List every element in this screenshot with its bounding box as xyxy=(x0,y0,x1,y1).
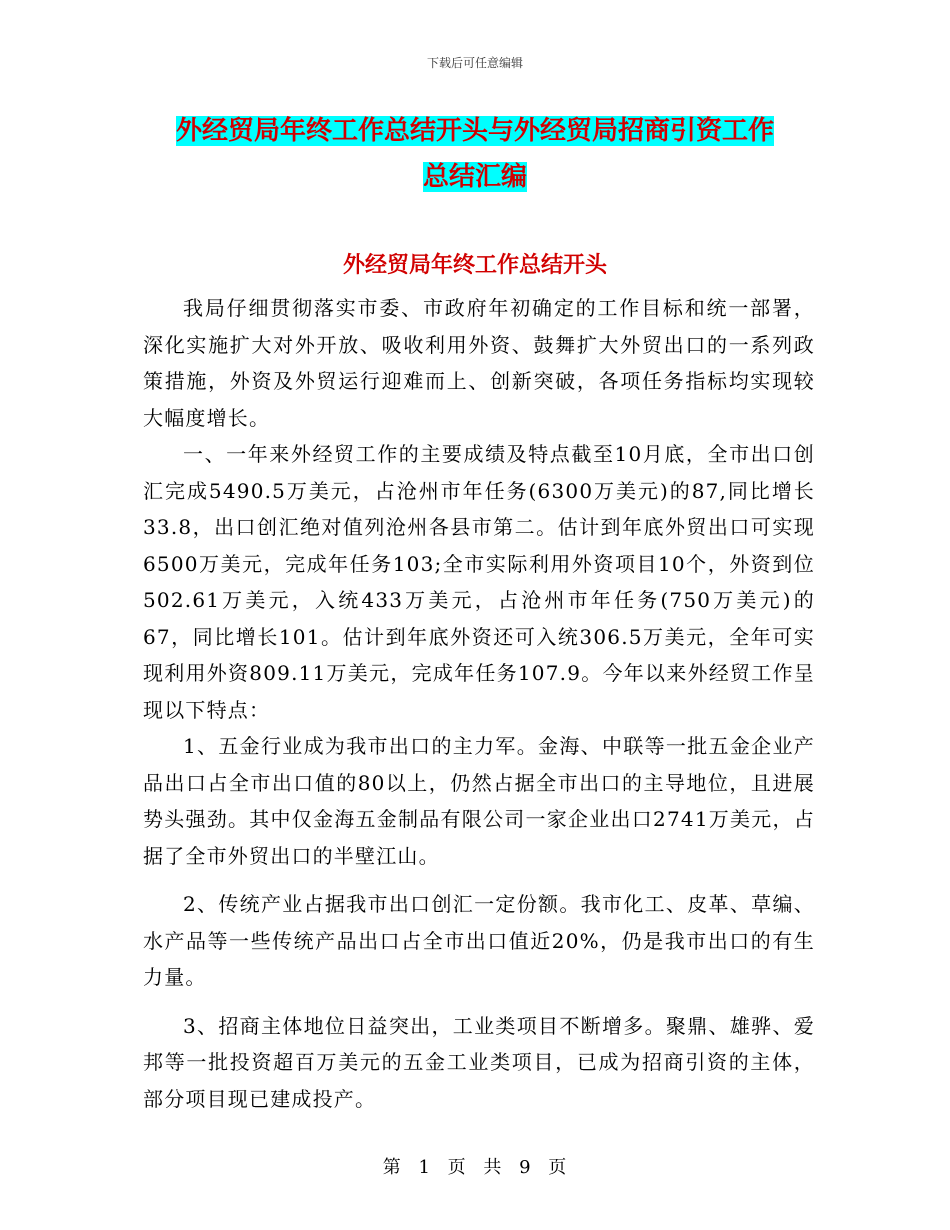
page-footer xyxy=(0,1153,950,1179)
paragraph-intro: 我局仔细贯彻落实市委、市政府年初确定的工作目标和统一部署，深化实施扩大对外开放、吸收利用外资、鼓舞扩大外贸出口的一系列政策措施，外资及外贸运行迎难而上、创新突破，各项任务指标均实现较大幅度增长。 xyxy=(143,296,815,430)
paragraph-achievements: 一、一年来外经贸工作的主要成绩及特点截至10月底，全市出口创汇完成5490.5万美元，占沧州市年任务(6300万美元)的87,同比增长33.8，出口创汇绝对值列沧州各县市第二。估计到年底外贸出口可实现6500万美元，完成年任务103;全市实际利用外资项目10个，外资到位502.61万美元，入统433万美元，占沧州市年任务(750万美元)的67，同比增长101。估计到年底外资还可入统306.5万美元，全年可实现利用外资809.11万美元，完成年任务107.9。今年以来外经贸工作呈现以下特点： xyxy=(143,442,815,722)
paragraph-point-3: 3、招商主体地位日益突出，工业类项目不断增多。聚鼎、雄骅、爱邦等一批投资超百万美元的五金工业类项目，已成为招商引资的主体，部分项目现已建成投产。 xyxy=(143,1013,815,1111)
footer-page-number: 1 xyxy=(418,1157,431,1178)
document-title-line1: 外经贸局年终工作总结开头与外经贸局招商引资工作 xyxy=(175,116,774,146)
document-body xyxy=(143,290,815,1117)
document-title xyxy=(0,108,950,200)
footer-total-number: 9 xyxy=(519,1157,532,1178)
footer-total-unit: 页 xyxy=(548,1157,568,1178)
footer-total-word: 共 xyxy=(483,1157,503,1178)
paragraph-point-2: 2、传统产业占据我市出口创汇一定份额。我市化工、皮革、草编、水产品等一些传统产品出口占全市出口值近20%，仍是我市出口的有生力量。 xyxy=(143,892,815,989)
paragraph-point-1: 1、五金行业成为我市出口的主力军。金海、中联等一批五金企业产品出口占全市出口值的80以上，仍然占据全市出口的主导地位，且进展势头强劲。其中仅金海五金制品有限公司一家企业出口2741万美元，占据了全市外贸出口的半壁江山。 xyxy=(143,734,815,868)
footer-page-word: 第 xyxy=(382,1157,402,1178)
document-title-line2: 总结汇编 xyxy=(422,162,527,192)
section-title: 外经贸局年终工作总结开头 xyxy=(342,253,607,278)
header-note: 下载后可任意编辑 xyxy=(426,56,523,70)
footer-page-unit: 页 xyxy=(447,1157,467,1178)
